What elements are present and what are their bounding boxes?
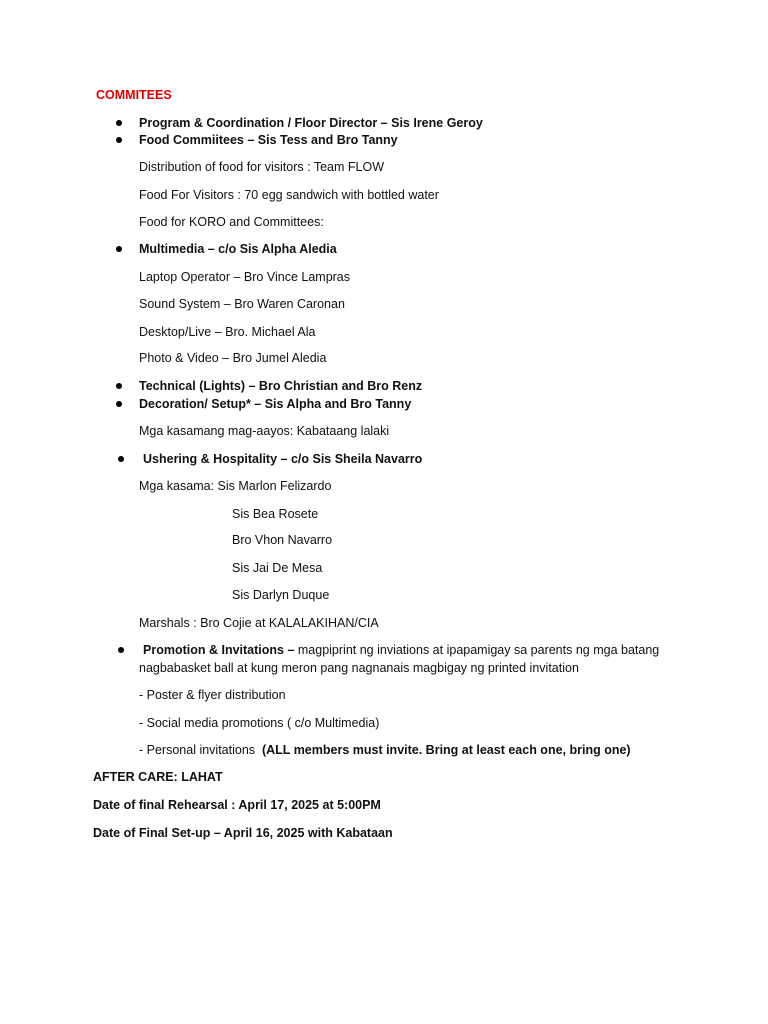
- bullet-icon: [118, 647, 124, 653]
- bullet-icon: [118, 456, 124, 462]
- multimedia-title: Multimedia – c/o Sis Alpha Aledia: [139, 242, 337, 256]
- food-line: Food for KORO and Committees:: [139, 215, 324, 229]
- promotion-description-cont: nagbabasket ball at kung meron pang nagnanais magbigay ng printed invitation: [139, 661, 579, 675]
- bullet-icon: [116, 137, 122, 143]
- bullet-icon: [116, 246, 122, 252]
- committees-heading: COMMITEES: [96, 88, 172, 102]
- personal-invitations-note: (ALL members must invite. Bring at least each one, bring one): [261, 743, 631, 757]
- multimedia-line: Photo & Video – Bro Jumel Aledia: [139, 351, 327, 365]
- final-rehearsal-date: Date of final Rehearsal : April 17, 2025 at 5:00PM: [93, 798, 381, 812]
- promotion-item: - Social media promotions ( c/o Multimedia): [139, 716, 380, 730]
- decoration-line: Mga kasamang mag-aayos: Kabataang lalaki: [139, 424, 390, 438]
- after-care: AFTER CARE: LAHAT: [93, 770, 223, 784]
- program-title: Program & Coordination / Floor Director – Sis Irene Geroy: [139, 116, 483, 130]
- multimedia-line: Desktop/Live – Bro. Michael Ala: [139, 325, 316, 339]
- final-setup-date: Date of Final Set-up – April 16, 2025 with Kabataan: [93, 826, 393, 840]
- promotion-heading-line: [143, 642, 659, 658]
- promotion-item: - Poster & flyer distribution: [139, 688, 286, 702]
- food-line: Distribution of food for visitors : Team FLOW: [139, 160, 384, 174]
- multimedia-line: Laptop Operator – Bro Vince Lampras: [139, 270, 351, 284]
- bullet-icon: [116, 383, 122, 389]
- food-line: Food For Visitors : 70 egg sandwich with bottled water: [139, 188, 439, 202]
- bullet-icon: [116, 120, 122, 126]
- bullet-icon: [116, 401, 122, 407]
- personal-invitations: - Personal invitations: [139, 743, 256, 757]
- ushering-member: Sis Jai De Mesa: [232, 561, 323, 575]
- ushering-member: Sis Darlyn Duque: [232, 588, 330, 602]
- technical-title: Technical (Lights) – Bro Christian and Bro Renz: [139, 379, 423, 393]
- ushering-member: Sis Bea Rosete: [232, 507, 319, 521]
- ushering-title: Ushering & Hospitality – c/o Sis Sheila Navarro: [143, 452, 423, 466]
- ushering-members-label: Mga kasama: Sis Marlon Felizardo: [139, 479, 332, 493]
- ushering-member: Bro Vhon Navarro: [232, 533, 333, 547]
- promotion-personal-line: [139, 742, 631, 758]
- promotion-title: Promotion & Invitations –: [143, 643, 295, 657]
- decoration-title: Decoration/ Setup* – Sis Alpha and Bro Tanny: [139, 397, 412, 411]
- marshals-line: Marshals : Bro Cojie at KALALAKIHAN/CIA: [139, 616, 379, 630]
- multimedia-line: Sound System – Bro Waren Caronan: [139, 297, 345, 311]
- promotion-description: magpiprint ng inviations at ipapamigay sa parents ng mga batang: [297, 643, 660, 657]
- food-title: Food Commiitees – Sis Tess and Bro Tanny: [139, 133, 398, 147]
